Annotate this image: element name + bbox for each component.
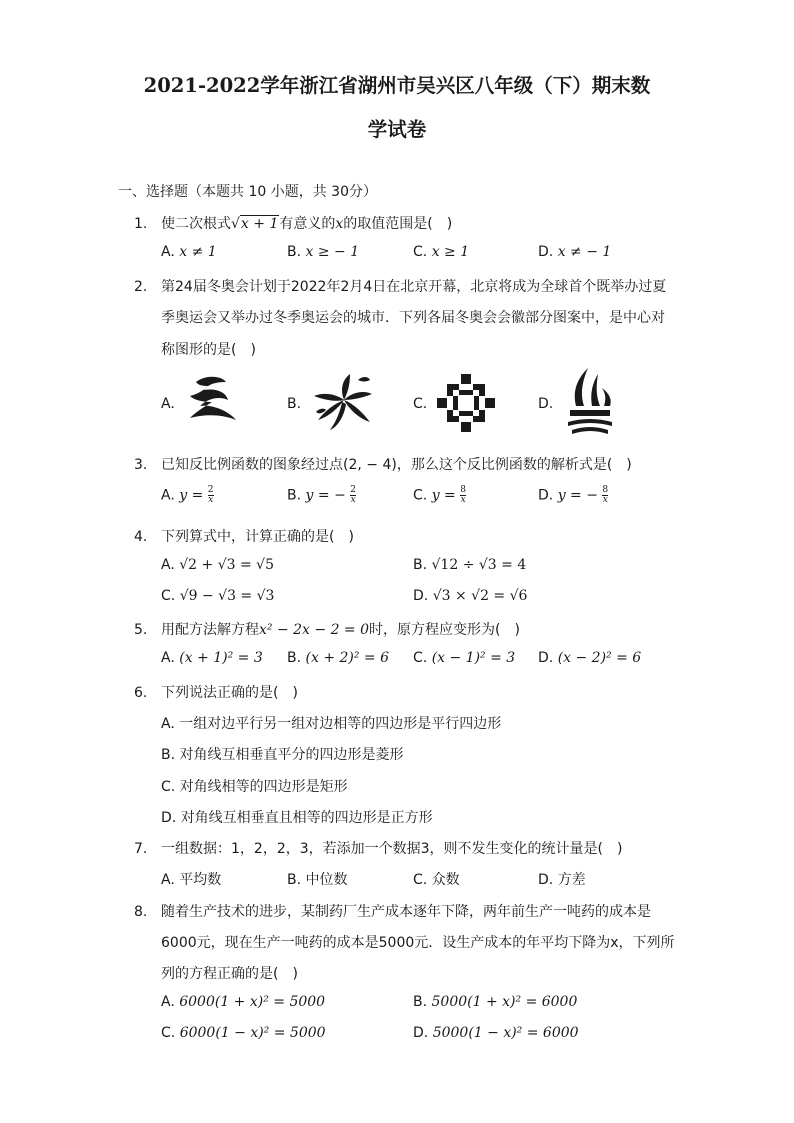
- option-expr: x ≠ − 1: [557, 244, 612, 260]
- option-label: A.: [161, 994, 175, 1010]
- option-label: C.: [161, 1025, 176, 1041]
- option-a: [161, 713, 501, 733]
- exam-title-line1: 2021-2022学年浙江省湖州市吴兴区八年级（下）期末数: [143, 74, 651, 97]
- question-1: [134, 213, 452, 233]
- option-label: C.: [413, 872, 428, 888]
- question-8: [134, 901, 651, 921]
- option-c: [413, 650, 515, 666]
- option-label: B.: [161, 747, 176, 763]
- option-expr: x ≥ − 1: [305, 244, 360, 260]
- question-number: 6.: [134, 685, 148, 701]
- question-4: [134, 526, 354, 546]
- question-7: [134, 838, 622, 858]
- option-label: D.: [413, 588, 429, 604]
- question-number: 2.: [134, 279, 148, 295]
- fraction: [602, 486, 608, 505]
- option-a: [161, 557, 274, 573]
- option-c: [161, 588, 274, 604]
- option-text: 平均数: [179, 872, 222, 888]
- flower-emblem-icon: [306, 370, 382, 434]
- option-b: [287, 869, 348, 889]
- option-c: [413, 244, 469, 260]
- variable: x: [335, 216, 344, 232]
- option-label: A.: [161, 244, 175, 260]
- option-d: [538, 244, 611, 260]
- option-a: [161, 650, 263, 666]
- option-label: D.: [538, 487, 554, 504]
- option-a: [161, 486, 214, 505]
- question-text: 下列说法正确的是( ): [161, 685, 298, 701]
- option-lhs: y =: [557, 487, 587, 504]
- option-expr: √9 − √3 = √3: [179, 588, 275, 604]
- option-label: B.: [413, 557, 428, 573]
- option-label: D.: [538, 650, 554, 666]
- question-number: 5.: [134, 622, 148, 638]
- option-label: C.: [413, 487, 428, 504]
- fraction: [350, 486, 356, 505]
- option-text: 对角线互相垂直且相等的四边形是正方形: [180, 810, 433, 826]
- option-d: [538, 486, 608, 505]
- flame-emblem-icon: [562, 364, 616, 438]
- option-d: [161, 807, 433, 827]
- option-label: B.: [287, 650, 302, 666]
- option-a: [161, 994, 325, 1010]
- option-label: C.: [413, 244, 428, 260]
- fraction-denominator: x: [350, 495, 356, 505]
- option-expr: √3 × √2 = √6: [432, 588, 528, 604]
- option-c: [161, 776, 348, 796]
- option-expr: 6000(1 + x)² = 5000: [179, 994, 326, 1010]
- option-sign: −: [334, 487, 351, 504]
- option-d: [538, 869, 586, 889]
- question-8-line2: 6000元，现在生产一吨药的成本是5000元．设生产成本的年平均下降为x，下列所: [161, 935, 675, 951]
- fraction-numerator: 8: [460, 485, 466, 495]
- question-number: 1.: [134, 216, 148, 232]
- option-c-label: C.: [413, 396, 428, 412]
- option-label: D.: [413, 1025, 429, 1041]
- question-number: 3.: [134, 457, 148, 473]
- snowflake-square-emblem-icon: [437, 374, 495, 432]
- question-text: 下列算式中，计算正确的是( ): [161, 529, 354, 545]
- question-text: 一组数据：1，2，2，3，若添加一个数据3，则不发生变化的统计量是( ): [161, 841, 623, 857]
- fraction-denominator: x: [602, 495, 608, 505]
- option-b: [161, 744, 404, 764]
- option-expr: 5000(1 + x)² = 6000: [431, 994, 578, 1010]
- option-expr: (x + 1)² = 3: [179, 650, 263, 666]
- option-label: C.: [161, 779, 176, 795]
- option-b: [287, 244, 359, 260]
- option-b-label: B.: [287, 396, 302, 412]
- fraction-denominator: x: [460, 495, 466, 505]
- question-2: [134, 276, 666, 296]
- option-label: D.: [538, 244, 554, 260]
- option-expr: 5000(1 − x)² = 6000: [432, 1025, 579, 1041]
- option-label: A.: [161, 487, 175, 504]
- option-expr: √12 ÷ √3 = 4: [431, 557, 527, 573]
- fraction-numerator: 2: [350, 485, 356, 495]
- option-label: B.: [287, 244, 302, 260]
- exam-title-line2: 学试卷: [367, 118, 427, 141]
- question-text: 随着生产技术的进步，某制药厂生产成本逐年下降，两年前生产一吨药的成本是: [161, 904, 651, 920]
- option-text: 中位数: [305, 872, 348, 888]
- fraction: [208, 486, 214, 505]
- option-text: 一组对边平行另一组对边相等的四边形是平行四边形: [179, 716, 502, 732]
- option-a-label: A.: [161, 396, 175, 412]
- option-expr: x ≠ 1: [179, 244, 217, 260]
- option-c: [161, 1025, 326, 1041]
- option-c: [413, 869, 460, 889]
- question-2-line2: 季奥运会又举办过冬季奥运会的城市．下列各届冬奥会会徽部分图案中，是中心对: [161, 310, 665, 326]
- option-text: 方差: [557, 872, 586, 888]
- option-text: 对角线相等的四边形是矩形: [179, 779, 348, 795]
- equation: x² − 2x − 2 = 0: [259, 622, 370, 638]
- section-heading: 一、选择题（本题共 10 小题，共 30分）: [118, 184, 377, 200]
- option-b: [413, 994, 577, 1010]
- option-label: A.: [161, 650, 175, 666]
- question-text: 使二次根式: [161, 216, 231, 232]
- question-text: 有意义的: [279, 216, 336, 232]
- radicand: x + 1: [240, 216, 279, 232]
- question-2-line3: 称图形的是( ): [161, 342, 256, 358]
- question-8-line3: 列的方程正确的是( ): [161, 966, 298, 982]
- option-label: B.: [287, 487, 302, 504]
- option-lhs: y =: [431, 487, 461, 504]
- question-3: [134, 454, 632, 474]
- option-expr: √2 + √3 = √5: [179, 557, 274, 573]
- option-expr: (x − 2)² = 6: [557, 650, 642, 666]
- option-text: 对角线互相垂直平分的四边形是菱形: [179, 747, 404, 763]
- question-number: 7.: [134, 841, 148, 857]
- option-sign: −: [586, 487, 603, 504]
- option-label: B.: [287, 872, 302, 888]
- question-number: 8.: [134, 904, 148, 920]
- option-a: [161, 244, 217, 260]
- option-c: [413, 486, 466, 505]
- sqrt-symbol: √: [231, 216, 240, 232]
- option-text: 众数: [431, 872, 460, 888]
- option-expr: 6000(1 − x)² = 5000: [179, 1025, 326, 1041]
- question-5: [134, 619, 520, 639]
- option-a: [161, 869, 221, 889]
- swirl-emblem-icon: [182, 370, 244, 432]
- option-label: D.: [161, 810, 177, 826]
- option-expr: (x − 1)² = 3: [431, 650, 516, 666]
- option-label: A.: [161, 872, 175, 888]
- question-text: 时，原方程应变形为( ): [369, 622, 520, 638]
- option-b: [413, 557, 526, 573]
- question-6: [134, 682, 298, 702]
- option-label: B.: [413, 994, 428, 1010]
- fraction-numerator: 8: [602, 485, 609, 495]
- option-expr: (x + 2)² = 6: [305, 650, 390, 666]
- option-lhs: y =: [179, 487, 208, 504]
- fraction: [460, 486, 466, 505]
- option-lhs: y =: [305, 487, 335, 504]
- question-number: 4.: [134, 529, 148, 545]
- question-text: 的取值范围是( ): [343, 216, 453, 232]
- option-expr: x ≥ 1: [431, 244, 470, 260]
- question-text: 已知反比例函数的图象经过点(2, − 4)，那么这个反比例函数的解析式是( ): [161, 457, 632, 473]
- fraction-denominator: x: [208, 495, 214, 505]
- option-label: A.: [161, 716, 175, 732]
- option-d-label: D.: [538, 396, 554, 412]
- question-text: 用配方法解方程: [161, 622, 259, 638]
- option-label: C.: [413, 650, 428, 666]
- option-label: D.: [538, 872, 554, 888]
- option-b: [287, 486, 356, 505]
- fraction-numerator: 2: [207, 485, 214, 495]
- question-text: 第24届冬奥会计划于2022年2月4日在北京开幕，北京将成为全球首个既举办过夏: [161, 279, 667, 295]
- option-d: [538, 650, 641, 666]
- option-label: C.: [161, 588, 176, 604]
- option-b: [287, 650, 389, 666]
- option-label: A.: [161, 557, 175, 573]
- option-d: [413, 1025, 579, 1041]
- option-d: [413, 588, 527, 604]
